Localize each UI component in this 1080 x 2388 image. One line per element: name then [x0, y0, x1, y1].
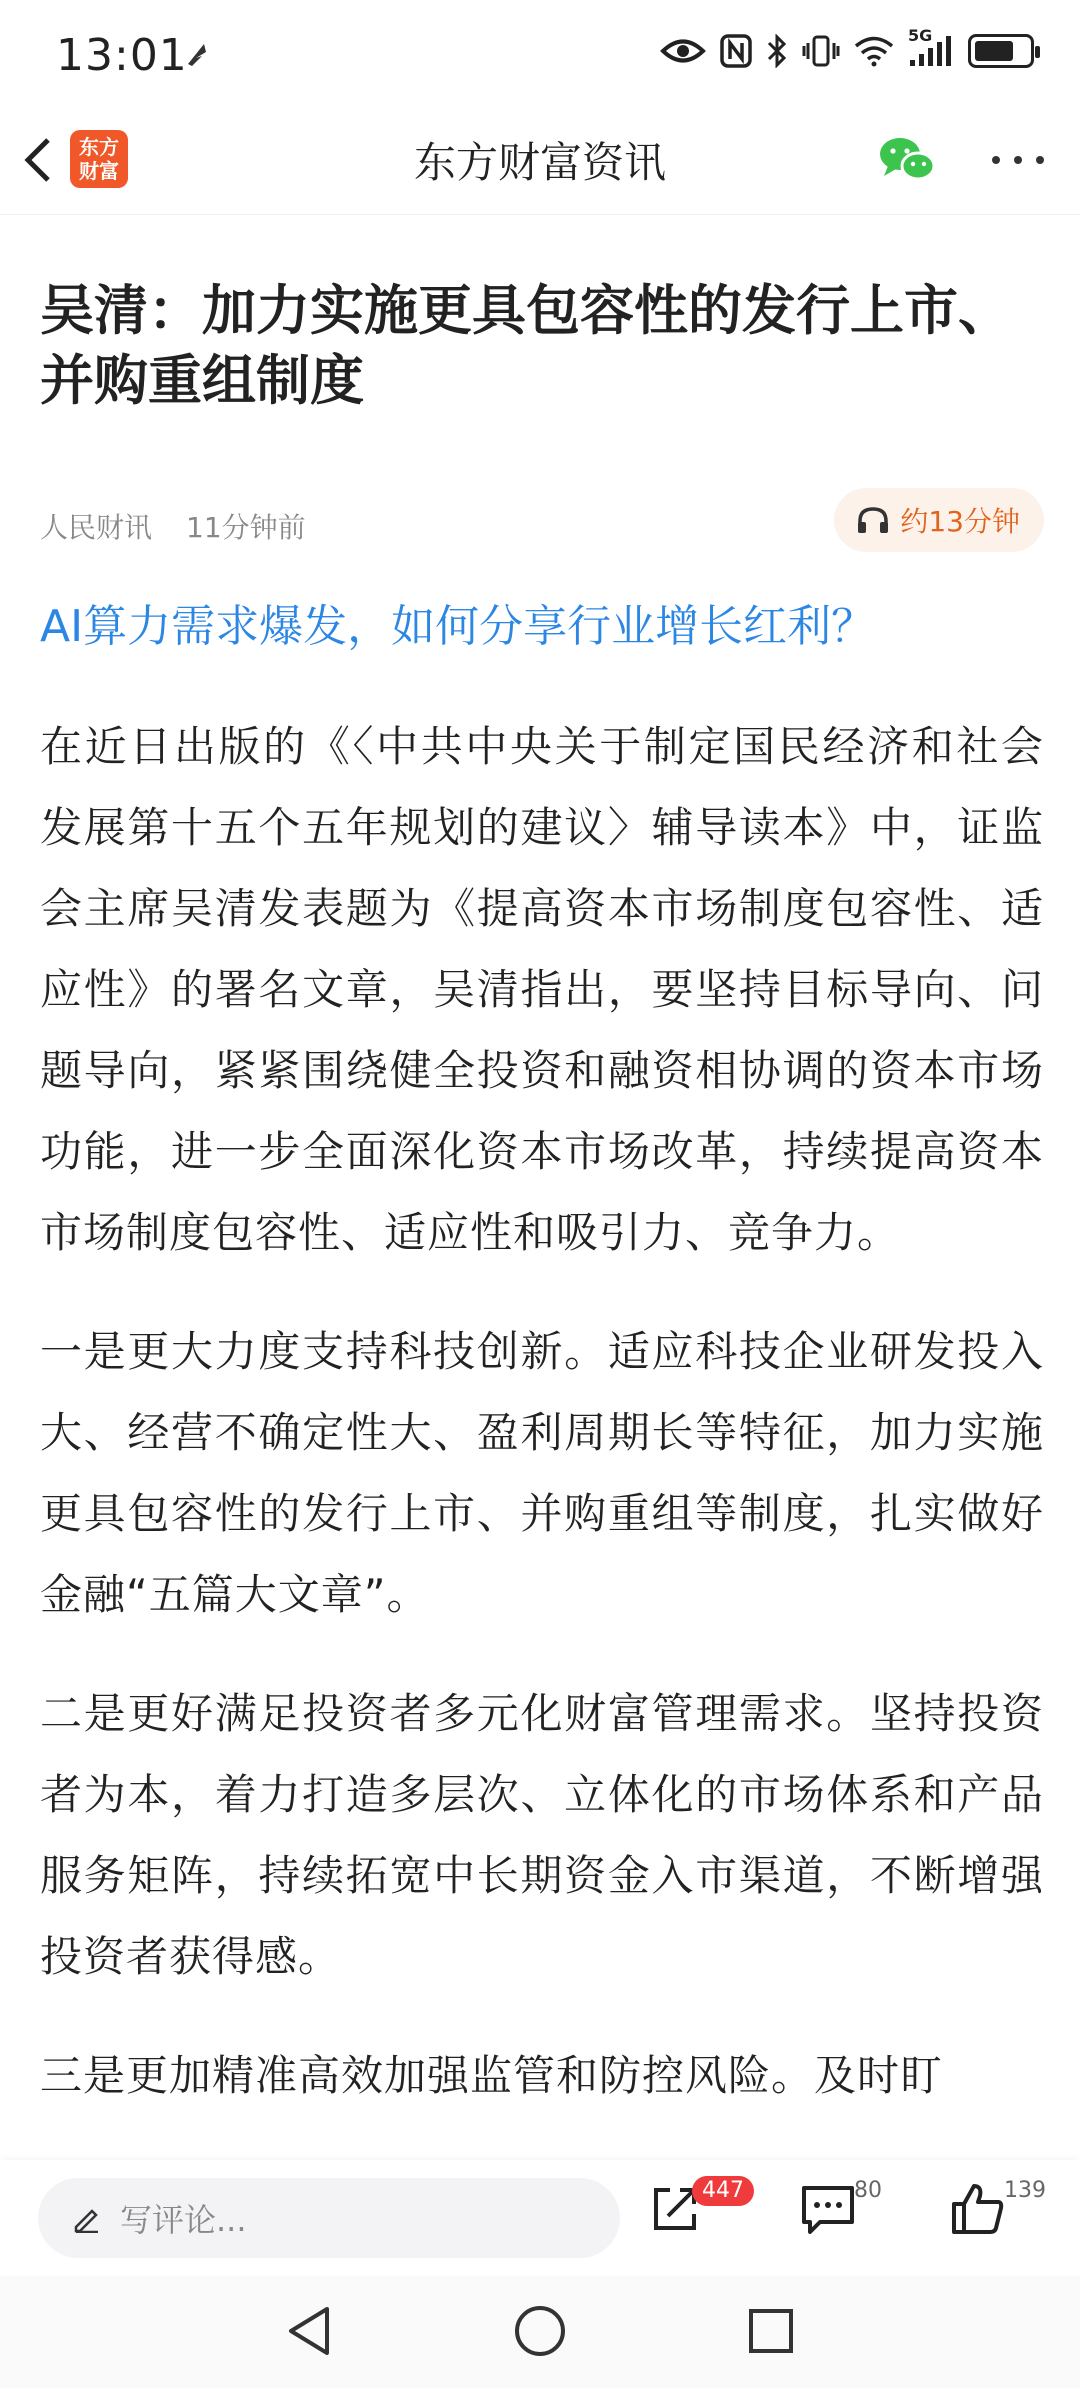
system-navigation-bar [0, 2276, 1080, 2388]
comments-button[interactable] [800, 2178, 882, 2252]
top-nav-bar [0, 120, 1080, 215]
article-body [40, 706, 1044, 2154]
source-logo[interactable]: 东方 财富 [70, 130, 128, 188]
system-back-button[interactable] [274, 2296, 344, 2366]
status-bar [0, 0, 1080, 120]
eye-icon [660, 36, 706, 66]
system-home-button[interactable] [505, 2296, 575, 2366]
vibrate-icon [802, 34, 840, 68]
comment-count: 80 [854, 2178, 882, 2203]
square-recents-icon [745, 2305, 797, 2357]
share-badge: 447 [692, 2176, 754, 2206]
status-icons [660, 26, 1034, 68]
battery-icon [968, 34, 1034, 68]
like-count: 139 [1004, 2178, 1046, 2203]
article-paragraph: 三是更加精准高效加强监管和防控风险。及时盯 [40, 2051, 944, 2100]
listen-button[interactable] [834, 488, 1044, 552]
comment-placeholder: 写评论... [120, 2201, 247, 2239]
headphones-icon [856, 505, 890, 535]
leaf-icon [182, 40, 212, 74]
wifi-icon [854, 35, 894, 67]
circle-home-icon [512, 2303, 568, 2359]
wechat-share-icon[interactable] [878, 132, 938, 192]
article-time: 11分钟前 [186, 511, 306, 544]
pencil-icon [72, 2203, 102, 2233]
share-button[interactable] [648, 2178, 744, 2252]
article-header [40, 276, 1040, 416]
signal-icon [908, 26, 954, 68]
bottom-action-bar [0, 2160, 1080, 2276]
article-paragraph: 二是更好满足投资者多元化财富管理需求。坚持投资者为本，着力打造多层次、立体化的市场体系和产品服务矩阵，持续拓宽中长期资金入市渠道，不断增强投资者获得感。 [40, 1689, 1044, 1981]
more-options-button[interactable] [988, 140, 1048, 180]
system-recents-button[interactable] [736, 2296, 806, 2366]
article-paragraph: 一是更大力度支持科技创新。适应科技企业研发投入大、经营不确定性大、盈利周期长等特征，加力实施更具包容性的发行上市、并购重组等制度，扎实做好金融“五篇大文章”。 [40, 1327, 1044, 1619]
thumbs-up-icon [950, 2182, 1006, 2236]
page-title: 东方财富资讯 [413, 138, 666, 187]
article-paragraph: 在近日出版的《〈中共中央关于制定国民经济和社会发展第十五个五年规划的建议〉辅导读本》中，证监会主席吴清发表题为《提高资本市场制度包容性、适应性》的署名文章，吴清指出，要坚持目标导向、问题导向，紧紧围绕健全投资和融资相协调的资本市场功能，进一步全面深化资本市场改革，持续提高资本市场制度包容性、适应性和吸引力、竞争力。 [40, 722, 1044, 1257]
status-time: 13:01 [56, 30, 188, 81]
triangle-back-icon [283, 2303, 335, 2359]
promo-link[interactable]: AI算力需求爆发，如何分享行业增长红利？ [40, 601, 876, 652]
network-label: 5G [908, 26, 933, 45]
like-button[interactable] [950, 2178, 1046, 2252]
nfc-icon [720, 34, 752, 68]
article-meta [40, 488, 1044, 558]
bluetooth-icon [766, 34, 788, 68]
article-headline: 吴清：加力实施更具包容性的发行上市、并购重组制度 [40, 279, 1012, 412]
article-source[interactable]: 人民财讯 [40, 511, 153, 544]
listen-duration: 约13分钟 [900, 505, 1020, 538]
comment-icon [800, 2182, 856, 2236]
comment-input[interactable] [38, 2178, 620, 2258]
more-icon [988, 140, 1048, 180]
